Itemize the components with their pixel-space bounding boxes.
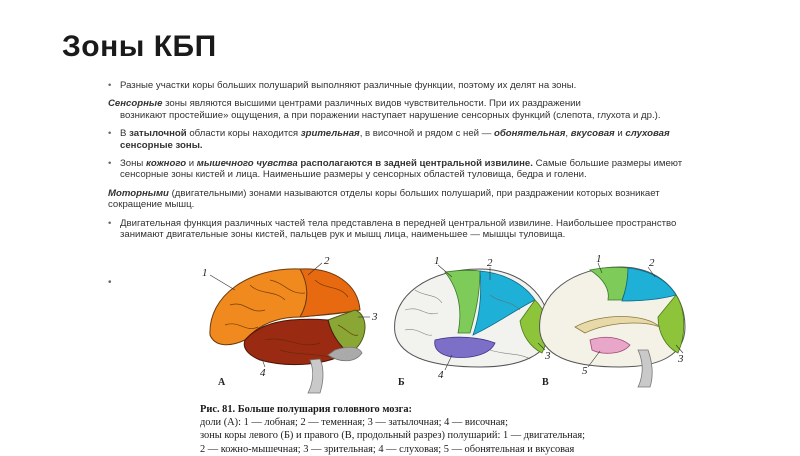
term-skin: кожного <box>146 158 187 170</box>
caption-line-3: зоны коры левого (Б) и правого (В, продольный разрез) полушарий: 1 — двигательная; <box>200 430 586 442</box>
caption-line-2: доли (А): 1 — лобная; 2 — теменная; 3 — затылочная; 4 — височная; <box>200 417 508 429</box>
somatosensory-zone-medial <box>622 268 676 301</box>
label-c-1: 1 <box>596 253 602 265</box>
panel-label-b: Б <box>398 377 405 388</box>
label-a-3: 3 <box>372 311 378 323</box>
empty-bullet: • <box>108 277 112 288</box>
t: располагаются в задней центральной извилине. <box>297 158 533 170</box>
t: , <box>565 128 571 140</box>
t: Зоны <box>120 158 146 170</box>
term-olfactory: обонятельная <box>493 128 566 140</box>
t: В <box>120 128 130 140</box>
panel-label-a: А <box>218 377 226 388</box>
paragraph-motor-text: (двигательными) зонами называются отделы коры больших полушарий, при раздражении которых возникает сокращение мышц. <box>108 187 660 211</box>
caption-fig-number: Рис. 81. <box>200 404 236 415</box>
t: и <box>186 158 197 170</box>
t: Самые большие размеры имеют сенсорные зоны кистей и лица. Наименьшие размеры у сенсорных областей туловища, бедра и голени. <box>120 158 683 181</box>
term-motor: Моторными <box>108 187 169 199</box>
label-a-2: 2 <box>324 255 330 267</box>
figure-caption <box>200 403 690 456</box>
caption-line-1 <box>200 403 690 416</box>
paragraph-zones <box>108 80 698 91</box>
paragraph-occipital <box>108 128 698 151</box>
brain-a <box>210 269 365 393</box>
label-b-4: 4 <box>438 369 444 381</box>
term-occipital: затылочной <box>129 128 187 140</box>
label-b-2: 2 <box>487 257 493 269</box>
paragraph-motor-function-text: Двигательная функция различных частей тела представлена в передней центральной извилине. Наибольшее пространство занимают двигательные зоны кистей, пальцев рук и мышц лица, наименьшее — мышцы туловища. <box>120 217 677 241</box>
term-auditory: слуховая <box>625 128 670 140</box>
t: сенсорные зоны. <box>120 139 203 151</box>
t: области коры находится <box>186 128 301 140</box>
paragraph-motor-function <box>108 218 698 241</box>
paragraph-skin <box>108 158 698 181</box>
label-c-3: 3 <box>678 353 684 365</box>
label-c-2: 2 <box>649 257 655 269</box>
term-sensory: Сенсорные <box>108 98 163 110</box>
t: , в височной и рядом с ней — <box>359 128 494 140</box>
term-taste: вкусовая <box>570 128 615 140</box>
caption-fig-title: Больше полушария головного мозга: <box>235 404 413 415</box>
paragraph-zones-text: Разные участки коры больших полушарий выполняют различные функции, поэтому их делят на зоны. <box>120 80 577 91</box>
caption-line-4: 2 — кожно-мышечная; 3 — зрительная; 4 — слуховая; 5 — обонятельная и вкусовая <box>200 443 575 455</box>
brain-c-stem <box>638 350 652 387</box>
brain-c <box>540 267 685 387</box>
term-muscle: мышечного чувства <box>196 158 298 170</box>
paragraph-sensory-text: зоны являются высшими центрами различных видов чувствительности. При их раздражении <box>162 98 581 110</box>
label-b-3: 3 <box>545 350 551 362</box>
label-b-1: 1 <box>434 255 440 267</box>
paragraph-sensory <box>108 98 698 121</box>
t: и <box>614 128 626 140</box>
brain-illustrations <box>190 255 690 405</box>
label-c-5: 5 <box>582 365 588 377</box>
parietal-lobe <box>300 269 360 317</box>
paragraph-motor <box>108 188 698 211</box>
label-a-1: 1 <box>202 267 208 279</box>
term-visual: зрительная <box>300 128 360 140</box>
label-a-4: 4 <box>260 367 266 379</box>
page-title: Зоны КБП <box>62 30 217 63</box>
brain-b <box>395 269 550 367</box>
paragraph-sensory-text-2: возникают простейшие» ощущения, а при поражении наступает нарушение сенсорных функций (слепота, глухота и др.). <box>120 109 661 121</box>
panel-label-c: В <box>542 377 549 388</box>
body-text <box>108 80 698 247</box>
